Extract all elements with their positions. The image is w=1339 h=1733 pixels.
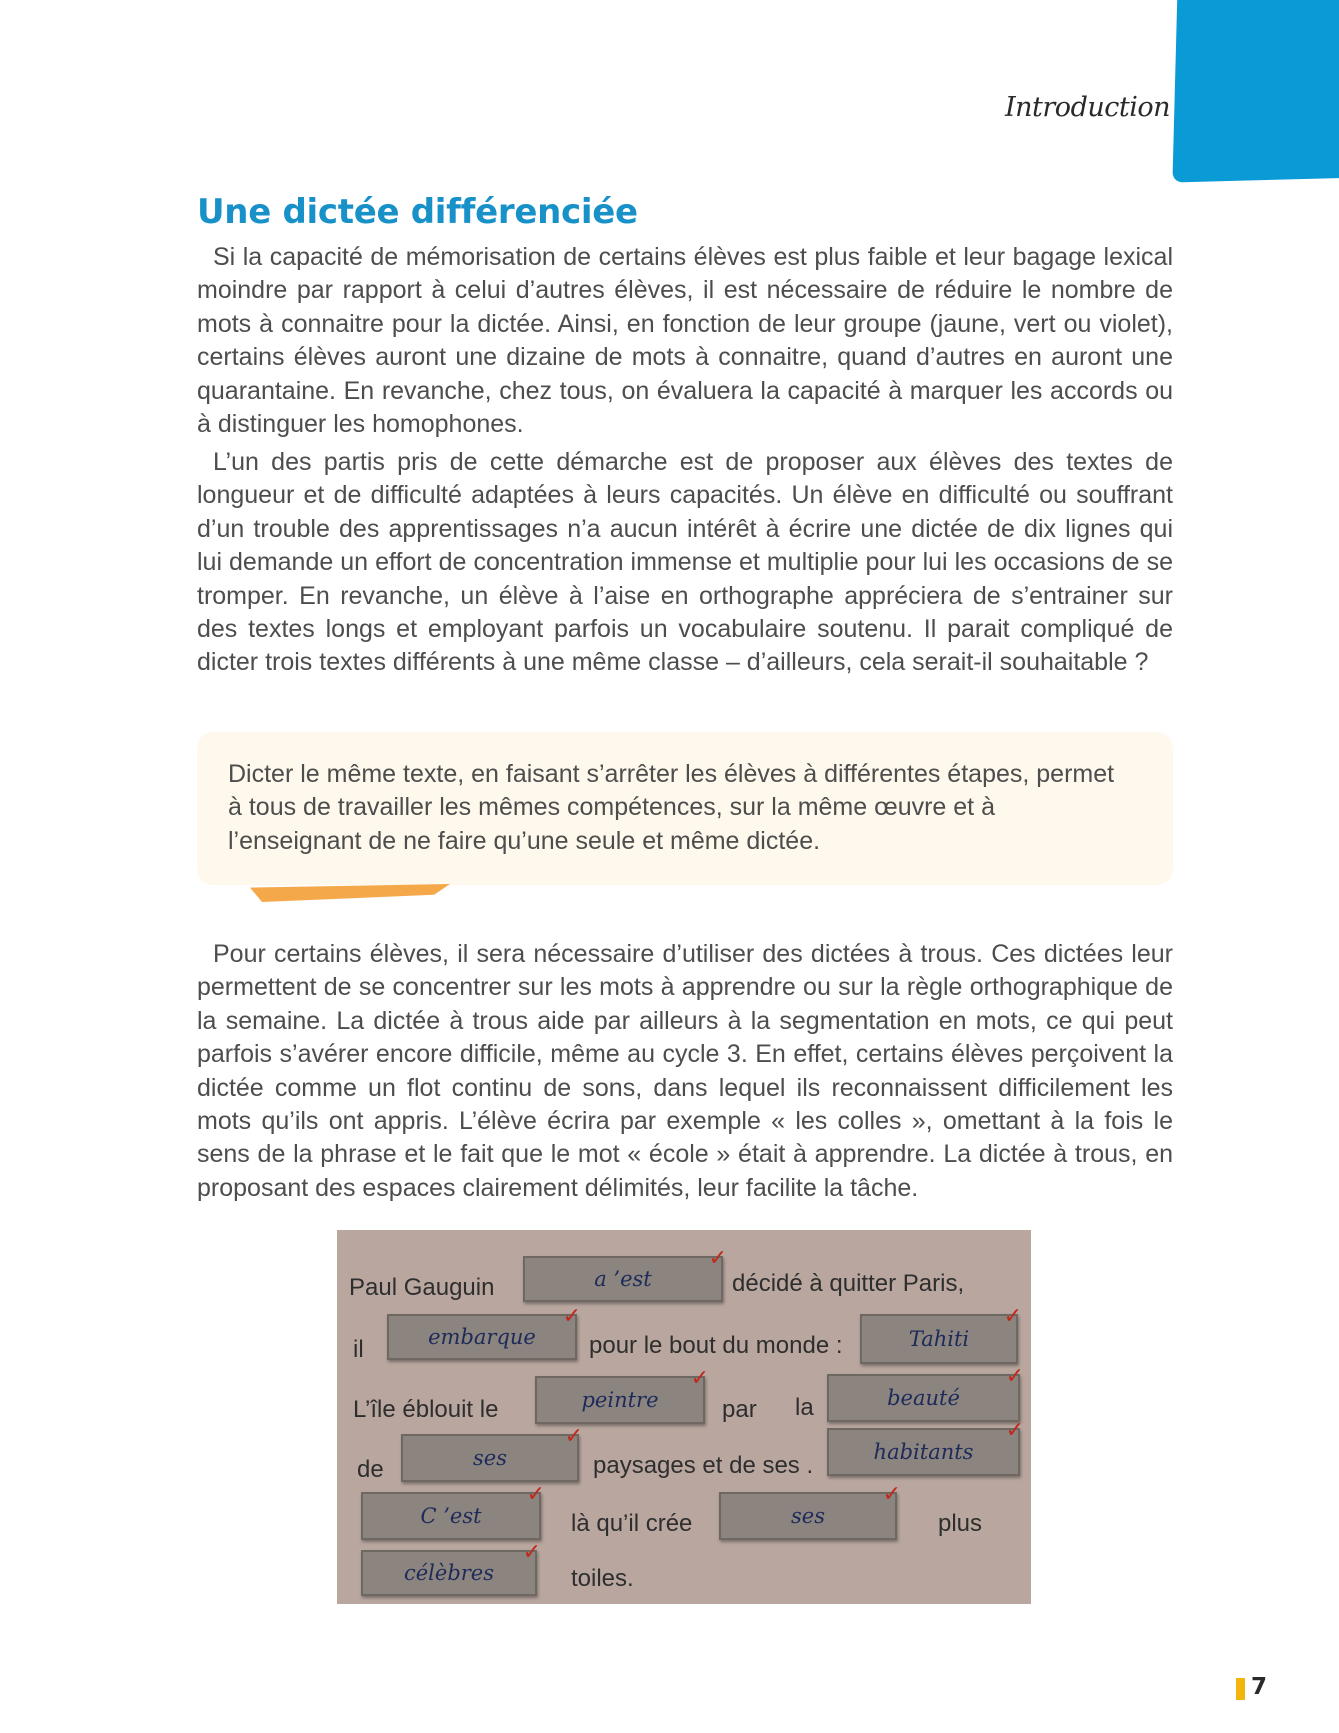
photo-printed-text: paysages et de ses . bbox=[593, 1452, 814, 1479]
photo-printed-text: la bbox=[795, 1394, 814, 1421]
check-mark-icon: ✓ bbox=[690, 1366, 709, 1391]
photo-handwritten-answer: embarque bbox=[428, 1325, 536, 1349]
paragraph-3: Pour certains élèves, il sera nécessaire d’utiliser des dictées à trous. Ces dictées leur permettent de se concentrer sur les mots à apprendre ou sur la règle orthographique de la semaine. La dictée à trous aide par ailleurs à la segmentation en mots, ce qui peut parfois s’avérer encore difficile, même au cycle 3. En effet, certains élèves perçoivent la dictée comme un flot continu de sons, dans lequel ils reconnaissent difficilement les mots qu’ils ont appris. L’élève écrira par exemple « les colles », omettant à la fois le sens de la phrase et le fait que le mot « école » était à apprendre. La dictée à trous, en proposant des espaces clairement délimités, leur facilite la tâche. bbox=[197, 940, 1173, 1202]
worksheet-photo bbox=[337, 1230, 1031, 1604]
photo-handwritten-answer: Tahiti bbox=[908, 1327, 970, 1351]
callout-box bbox=[197, 732, 1173, 885]
check-mark-icon: ✓ bbox=[562, 1304, 581, 1329]
chapter-tab bbox=[1172, 0, 1339, 182]
paragraph-1: Si la capacité de mémorisation de certains élèves est plus faible et leur bagage lexical moindre par rapport à celui d’autres élèves, il est nécessaire de réduire le nombre de mots à connaitre pour la dictée. Ainsi, en fonction de leur groupe (jaune, vert ou violet), certains élèves auront une dizaine de mots à connaitre, quand d’autres en auront une quarantaine. En revanche, chez tous, on évaluera la capacité à marquer les accords ou à distinguer les homophones. bbox=[197, 243, 1173, 439]
photo-blank bbox=[523, 1246, 727, 1302]
page-number: 7 bbox=[1251, 1674, 1268, 1700]
photo-handwritten-answer: a ’est bbox=[594, 1267, 652, 1291]
photo-handwritten-answer: ses bbox=[791, 1504, 825, 1528]
section-label: Introduction bbox=[1005, 92, 1170, 123]
photo-blank bbox=[827, 1418, 1024, 1476]
photo-printed-text: Paul Gauguin bbox=[349, 1274, 495, 1301]
photo-blank bbox=[535, 1366, 709, 1424]
check-mark-icon: ✓ bbox=[1005, 1364, 1024, 1389]
photo-blank bbox=[401, 1424, 583, 1482]
photo-blank bbox=[719, 1482, 901, 1540]
photo-printed-text: plus bbox=[938, 1510, 983, 1537]
photo-blank bbox=[860, 1304, 1022, 1364]
check-mark-icon: ✓ bbox=[708, 1246, 727, 1271]
photo-blank bbox=[827, 1364, 1024, 1422]
photo-printed-text: L’île éblouit le bbox=[353, 1396, 499, 1423]
photo-printed-text: de bbox=[357, 1456, 384, 1483]
photo-handwritten-answer: habitants bbox=[873, 1440, 974, 1464]
photo-handwritten-answer: C ’est bbox=[420, 1504, 482, 1528]
photo-printed-text: il bbox=[353, 1336, 364, 1363]
callout-accent-stroke bbox=[250, 884, 450, 902]
paragraph-2: L’un des partis pris de cette démarche est de proposer aux élèves des textes de longueur et de difficulté adaptées à leurs capacités. Un élève en difficulté ou souffrant d’un trouble des apprentissages n’a aucun intérêt à écrire une dictée de dix lignes qui lui demande un effort de concentration immense et multiplie pour lui les occasions de se tromper. En revanche, un élève à l’aise en orthographe appréciera de s’entrainer sur des textes longs et employant parfois un vocabulaire soutenu. Il parait compliqué de dicter trois textes différents à une même classe – d’ailleurs, cela serait-il souhaitable ? bbox=[197, 448, 1173, 677]
section-heading: Une dictée différenciée bbox=[197, 192, 638, 232]
photo-printed-text: toiles. bbox=[571, 1565, 634, 1592]
photo-printed-text: décidé à quitter Paris, bbox=[732, 1270, 965, 1297]
photo-handwritten-answer: ses bbox=[473, 1446, 507, 1470]
photo-handwritten-answer: peintre bbox=[581, 1388, 659, 1412]
photo-blank bbox=[361, 1540, 541, 1596]
check-mark-icon: ✓ bbox=[522, 1540, 541, 1565]
page-marker bbox=[1236, 1678, 1245, 1700]
check-mark-icon: ✓ bbox=[526, 1482, 545, 1507]
photo-handwritten-answer: beauté bbox=[887, 1386, 960, 1410]
check-mark-icon: ✓ bbox=[1005, 1418, 1024, 1443]
check-mark-icon: ✓ bbox=[882, 1482, 901, 1507]
photo-printed-text: pour le bout du monde : bbox=[589, 1332, 843, 1359]
check-mark-icon: ✓ bbox=[1003, 1304, 1022, 1329]
callout-text: Dicter le même texte, en faisant s’arrêter les élèves à différentes étapes, permet à tous de travailler les mêmes compétences, sur la même œuvre et à l’enseignant de ne faire qu’une seule et même dictée. bbox=[228, 760, 1115, 855]
photo-handwritten-answer: célèbres bbox=[403, 1561, 495, 1585]
check-mark-icon: ✓ bbox=[564, 1424, 583, 1449]
photo-printed-text: par bbox=[722, 1396, 757, 1423]
photo-blank bbox=[361, 1482, 545, 1540]
photo-blank bbox=[387, 1304, 581, 1360]
photo-printed-text: là qu’il crée bbox=[571, 1510, 693, 1537]
